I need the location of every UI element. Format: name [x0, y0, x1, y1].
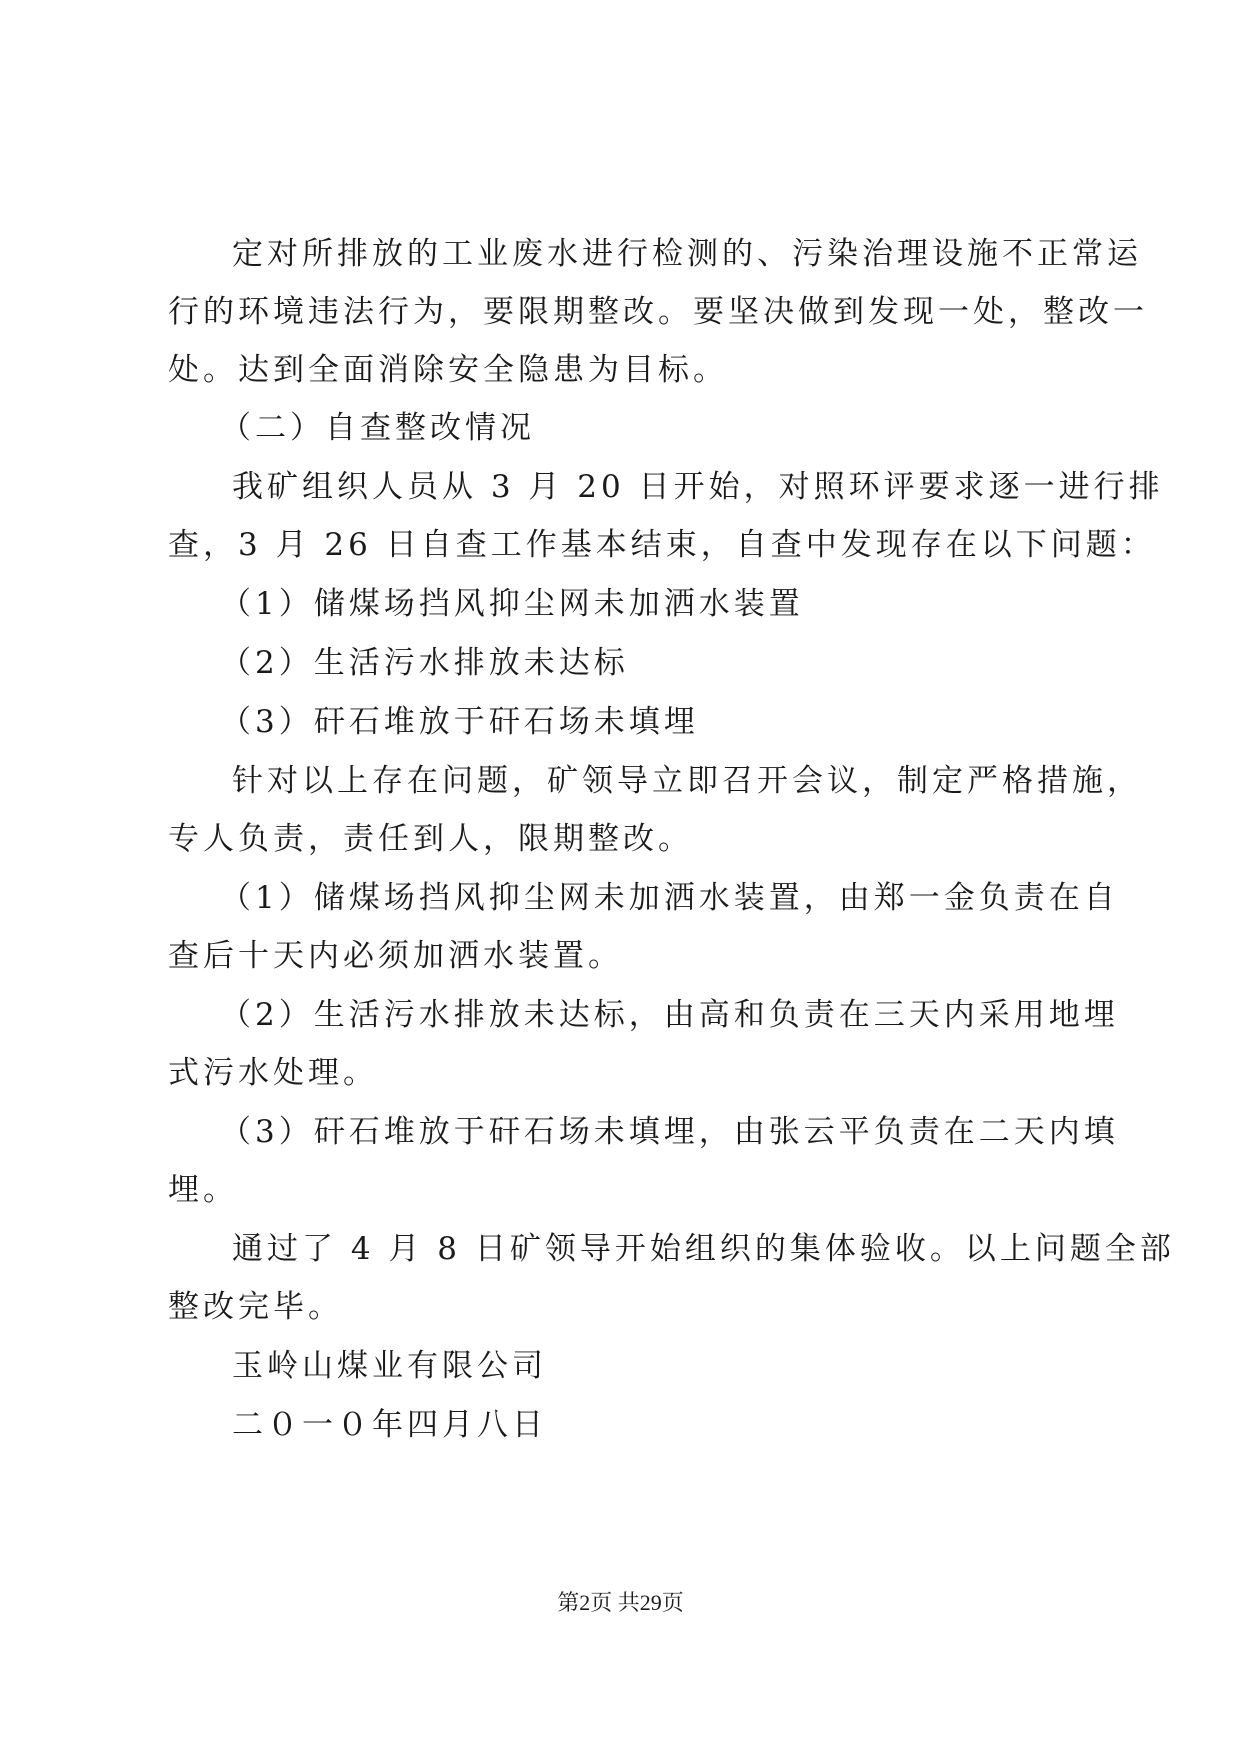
- list-item: （3）矸石堆放于矸石场未填埋，由张云平负责在二天内填: [220, 1114, 1119, 1150]
- company-name: 玉岭山煤业有限公司: [232, 1348, 547, 1384]
- body-line: 整改完毕。: [168, 1289, 343, 1325]
- body-line: 定对所排放的工业废水进行检测的、污染治理设施不正常运: [232, 236, 1142, 272]
- section-heading: （二）自查整改情况: [220, 410, 535, 446]
- list-item: （2）生活污水排放未达标: [220, 645, 629, 681]
- page-number-footer: 第2页 共29页: [557, 1590, 684, 1615]
- body-line: 查后十天内必须加洒水装置。: [168, 938, 623, 974]
- document-date: 二０一０年四月八日: [232, 1407, 547, 1443]
- body-line: 我矿组织人员从 3 月 20 日开始，对照环评要求逐一进行排: [232, 469, 1164, 505]
- body-line: 查，3 月 26 日自查工作基本结束，自查中发现存在以下问题：: [168, 527, 1156, 563]
- body-line: 处。达到全面消除安全隐患为目标。: [168, 352, 728, 388]
- body-line: 埋。: [168, 1172, 238, 1208]
- list-item: （3）矸石堆放于矸石场未填埋: [220, 704, 699, 740]
- body-line: 针对以上存在问题，矿领导立即召开会议，制定严格措施，: [232, 763, 1142, 799]
- list-item: （1）储煤场挡风抑尘网未加洒水装置: [220, 586, 804, 622]
- list-item: （1）储煤场挡风抑尘网未加洒水装置，由郑一金负责在自: [220, 880, 1119, 916]
- body-line: 式污水处理。: [168, 1055, 378, 1091]
- list-item: （2）生活污水排放未达标，由高和负责在三天内采用地埋: [220, 997, 1119, 1033]
- body-line: 专人负责，责任到人，限期整改。: [168, 821, 693, 857]
- body-line: 通过了 4 月 8 日矿领导开始组织的集体验收。以上问题全部: [232, 1231, 1175, 1267]
- body-line: 行的环境违法行为，要限期整改。要坚决做到发现一处，整改一: [168, 294, 1148, 330]
